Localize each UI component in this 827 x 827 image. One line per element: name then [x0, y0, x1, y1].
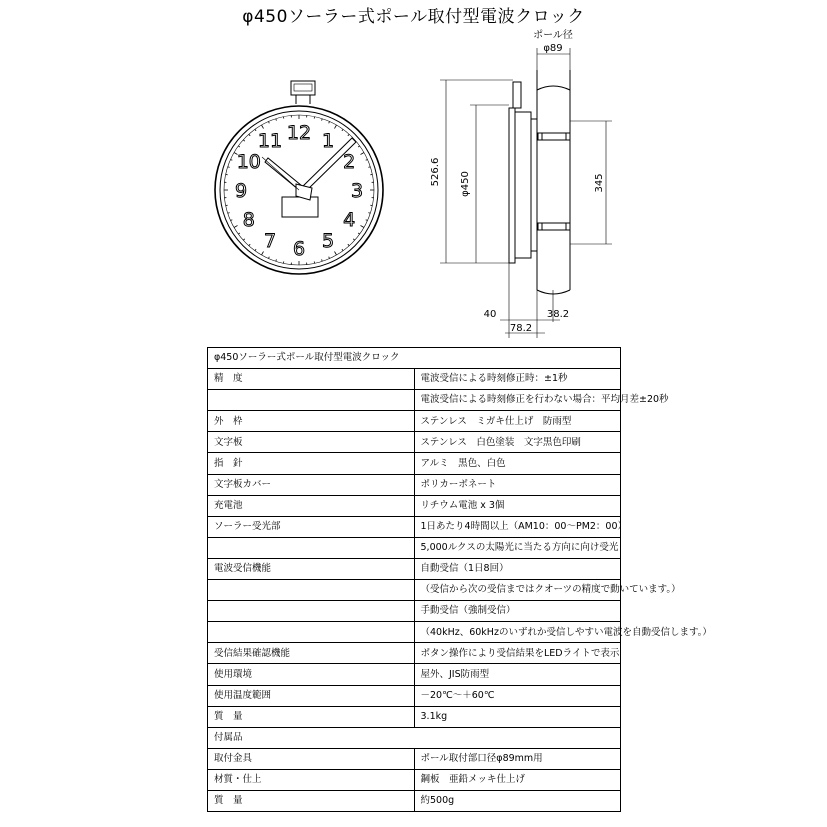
minute-tick [228, 213, 230, 214]
clock-numeral: 6 [292, 238, 306, 260]
spec-value: 自動受信（1日8回） [414, 558, 621, 579]
table-row [208, 706, 621, 727]
clock-numeral: 10 [236, 151, 261, 173]
spec-label: 使用温度範囲 [208, 685, 415, 706]
minute-tick [329, 257, 330, 259]
table-row [208, 516, 621, 537]
spec-label: 受信結果確認機能 [208, 643, 415, 664]
clock-numeral: 8 [242, 209, 255, 231]
minute-tick [348, 134, 349, 136]
minute-tick [238, 146, 240, 147]
minute-tick [358, 146, 360, 147]
minute-tick [361, 226, 365, 228]
spec-label: 材質・仕上 [208, 769, 415, 790]
spec-label: 質 量 [208, 790, 415, 811]
table-row [208, 748, 621, 769]
minute-tick [269, 257, 270, 259]
spec-value: 3.1kg [414, 706, 621, 727]
table-row [208, 453, 621, 474]
spec-label: 電波受信機能 [208, 558, 415, 579]
spec-label: 質 量 [208, 706, 415, 727]
minute-tick [249, 244, 250, 246]
minute-tick [329, 122, 330, 124]
table-row [208, 790, 621, 811]
pole-diameter-label: φ89 [543, 43, 563, 54]
minute-tick [269, 122, 270, 124]
pole-label: ポール径 [533, 30, 573, 41]
clock-numeral: 4 [343, 209, 356, 231]
minute-tick [231, 160, 233, 161]
clock-numeral: 12 [286, 122, 312, 144]
minute-tick [276, 119, 277, 121]
spec-value: 手動受信（強制受信） [414, 601, 621, 622]
spec-label [208, 390, 415, 411]
minute-tick [322, 119, 323, 121]
clock-numeral: 3 [350, 180, 364, 202]
spec-value: アルミ 黒色、白色 [414, 453, 621, 474]
spec-value: （受信から次の受信まではクオーツの精度で動いています。） [414, 580, 621, 601]
minute-tick [249, 134, 250, 136]
minute-tick [368, 213, 370, 214]
clock-numeral: 2 [343, 151, 356, 173]
minute-tick [262, 125, 264, 129]
spec-table-header: φ450ソーラー式ポール取付型電波クロック [208, 348, 621, 369]
dimension-labels [430, 29, 605, 334]
minute-tick [335, 252, 337, 256]
spec-value: 鋼板 亜鉛メッキ仕上げ [414, 769, 621, 790]
bracket-spacing-label: 345 [594, 173, 605, 193]
total-height-label: 526.6 [430, 157, 441, 187]
spec-value: ポール取付部口径φ89mm用 [414, 748, 621, 769]
minute-tick [366, 160, 368, 161]
table-row [208, 685, 621, 706]
table-row [208, 727, 621, 748]
minute-tick [243, 140, 245, 141]
spec-label: 取付金具 [208, 748, 415, 769]
table-row [208, 558, 621, 579]
spec-label [208, 622, 415, 643]
table-row [208, 432, 621, 453]
minute-tick [368, 167, 370, 168]
spec-value: 電波受信による時刻修正を行わない場合：平均月差±20秒 [414, 390, 621, 411]
hanger-tab [291, 81, 315, 95]
technical-drawing [0, 0, 827, 345]
minute-tick [228, 167, 230, 168]
minute-tick [243, 239, 245, 240]
spec-label: 精 度 [208, 369, 415, 390]
minute-tick [348, 244, 349, 246]
spec-label [208, 537, 415, 558]
spec-label: 充電池 [208, 495, 415, 516]
spec-label: 外 枠 [208, 411, 415, 432]
minute-tick [342, 129, 343, 131]
face-diameter-label: φ450 [460, 171, 471, 197]
table-row [208, 369, 621, 390]
table-row [208, 622, 621, 643]
minute-tick [335, 125, 337, 129]
spec-label [208, 601, 415, 622]
table-row [208, 643, 621, 664]
minute-tick [276, 259, 277, 261]
table-row [208, 411, 621, 432]
spec-table [207, 347, 712, 812]
spec-value: ステンレス ミガキ仕上げ 防雨型 [414, 411, 621, 432]
clock-numeral: 5 [321, 230, 335, 253]
table-row [208, 664, 621, 685]
clock-numeral: 9 [234, 180, 248, 202]
spec-label [208, 580, 415, 601]
table-row [208, 769, 621, 790]
clock-numeral: 11 [257, 129, 283, 152]
minute-tick [366, 220, 368, 221]
spec-value: 5,000ルクスの太陽光に当たる方向に向け受光 [414, 537, 621, 558]
table-row [208, 390, 621, 411]
spec-value: （40kHz、60kHzのいずれか受信しやすい電波を自動受信します。） [414, 622, 621, 643]
spec-label: ソーラー受光部 [208, 516, 415, 537]
minute-tick [231, 220, 233, 221]
minute-tick [353, 239, 355, 240]
total-depth-label: 78.2 [509, 323, 533, 334]
minute-tick [234, 226, 238, 228]
spec-value: ボタン操作により受信結果をLEDライトで表示 [414, 643, 621, 664]
table-row [208, 474, 621, 495]
spec-value: 電波受信による時刻修正時：±1秒 [414, 369, 621, 390]
table-row [208, 495, 621, 516]
table-row [208, 537, 621, 558]
minute-tick [361, 153, 365, 155]
spec-label: 文字板カバー [208, 474, 415, 495]
clock-numeral: 1 [321, 129, 335, 152]
spec-value: －20℃～＋60℃ [414, 685, 621, 706]
table-row [208, 601, 621, 622]
solar-panel-window [282, 197, 318, 217]
clock-numeral: 7 [263, 230, 277, 253]
spec-value: 約500g [414, 790, 621, 811]
pole-offset-label: 38.2 [546, 309, 570, 320]
page-title: φ450ソーラー式ポール取付型電波クロック [242, 7, 585, 27]
spec-label: 文字板 [208, 432, 415, 453]
minute-tick [255, 249, 256, 251]
minute-tick [342, 249, 343, 251]
spec-value: 屋外、JIS防雨型 [414, 664, 621, 685]
spec-label: 指 針 [208, 453, 415, 474]
spec-value: ステンレス 白色塗装 文字黒色印刷 [414, 432, 621, 453]
minute-tick [255, 129, 256, 131]
spec-table-header-row [208, 348, 621, 369]
minute-tick [358, 233, 360, 234]
minute-tick [238, 233, 240, 234]
spec-value: 1日あたり4時間以上（AM10：00～PM2：00） [414, 516, 621, 537]
spec-value: ポリカーボネート [414, 474, 621, 495]
table-row [208, 580, 621, 601]
spec-value: リチウム電池 x 3個 [414, 495, 621, 516]
clock-side-view [509, 70, 570, 294]
minute-tick [322, 259, 323, 261]
section-label: 付属品 [208, 727, 621, 748]
spec-label: 使用環境 [208, 664, 415, 685]
depth-front-label: 40 [483, 309, 497, 320]
